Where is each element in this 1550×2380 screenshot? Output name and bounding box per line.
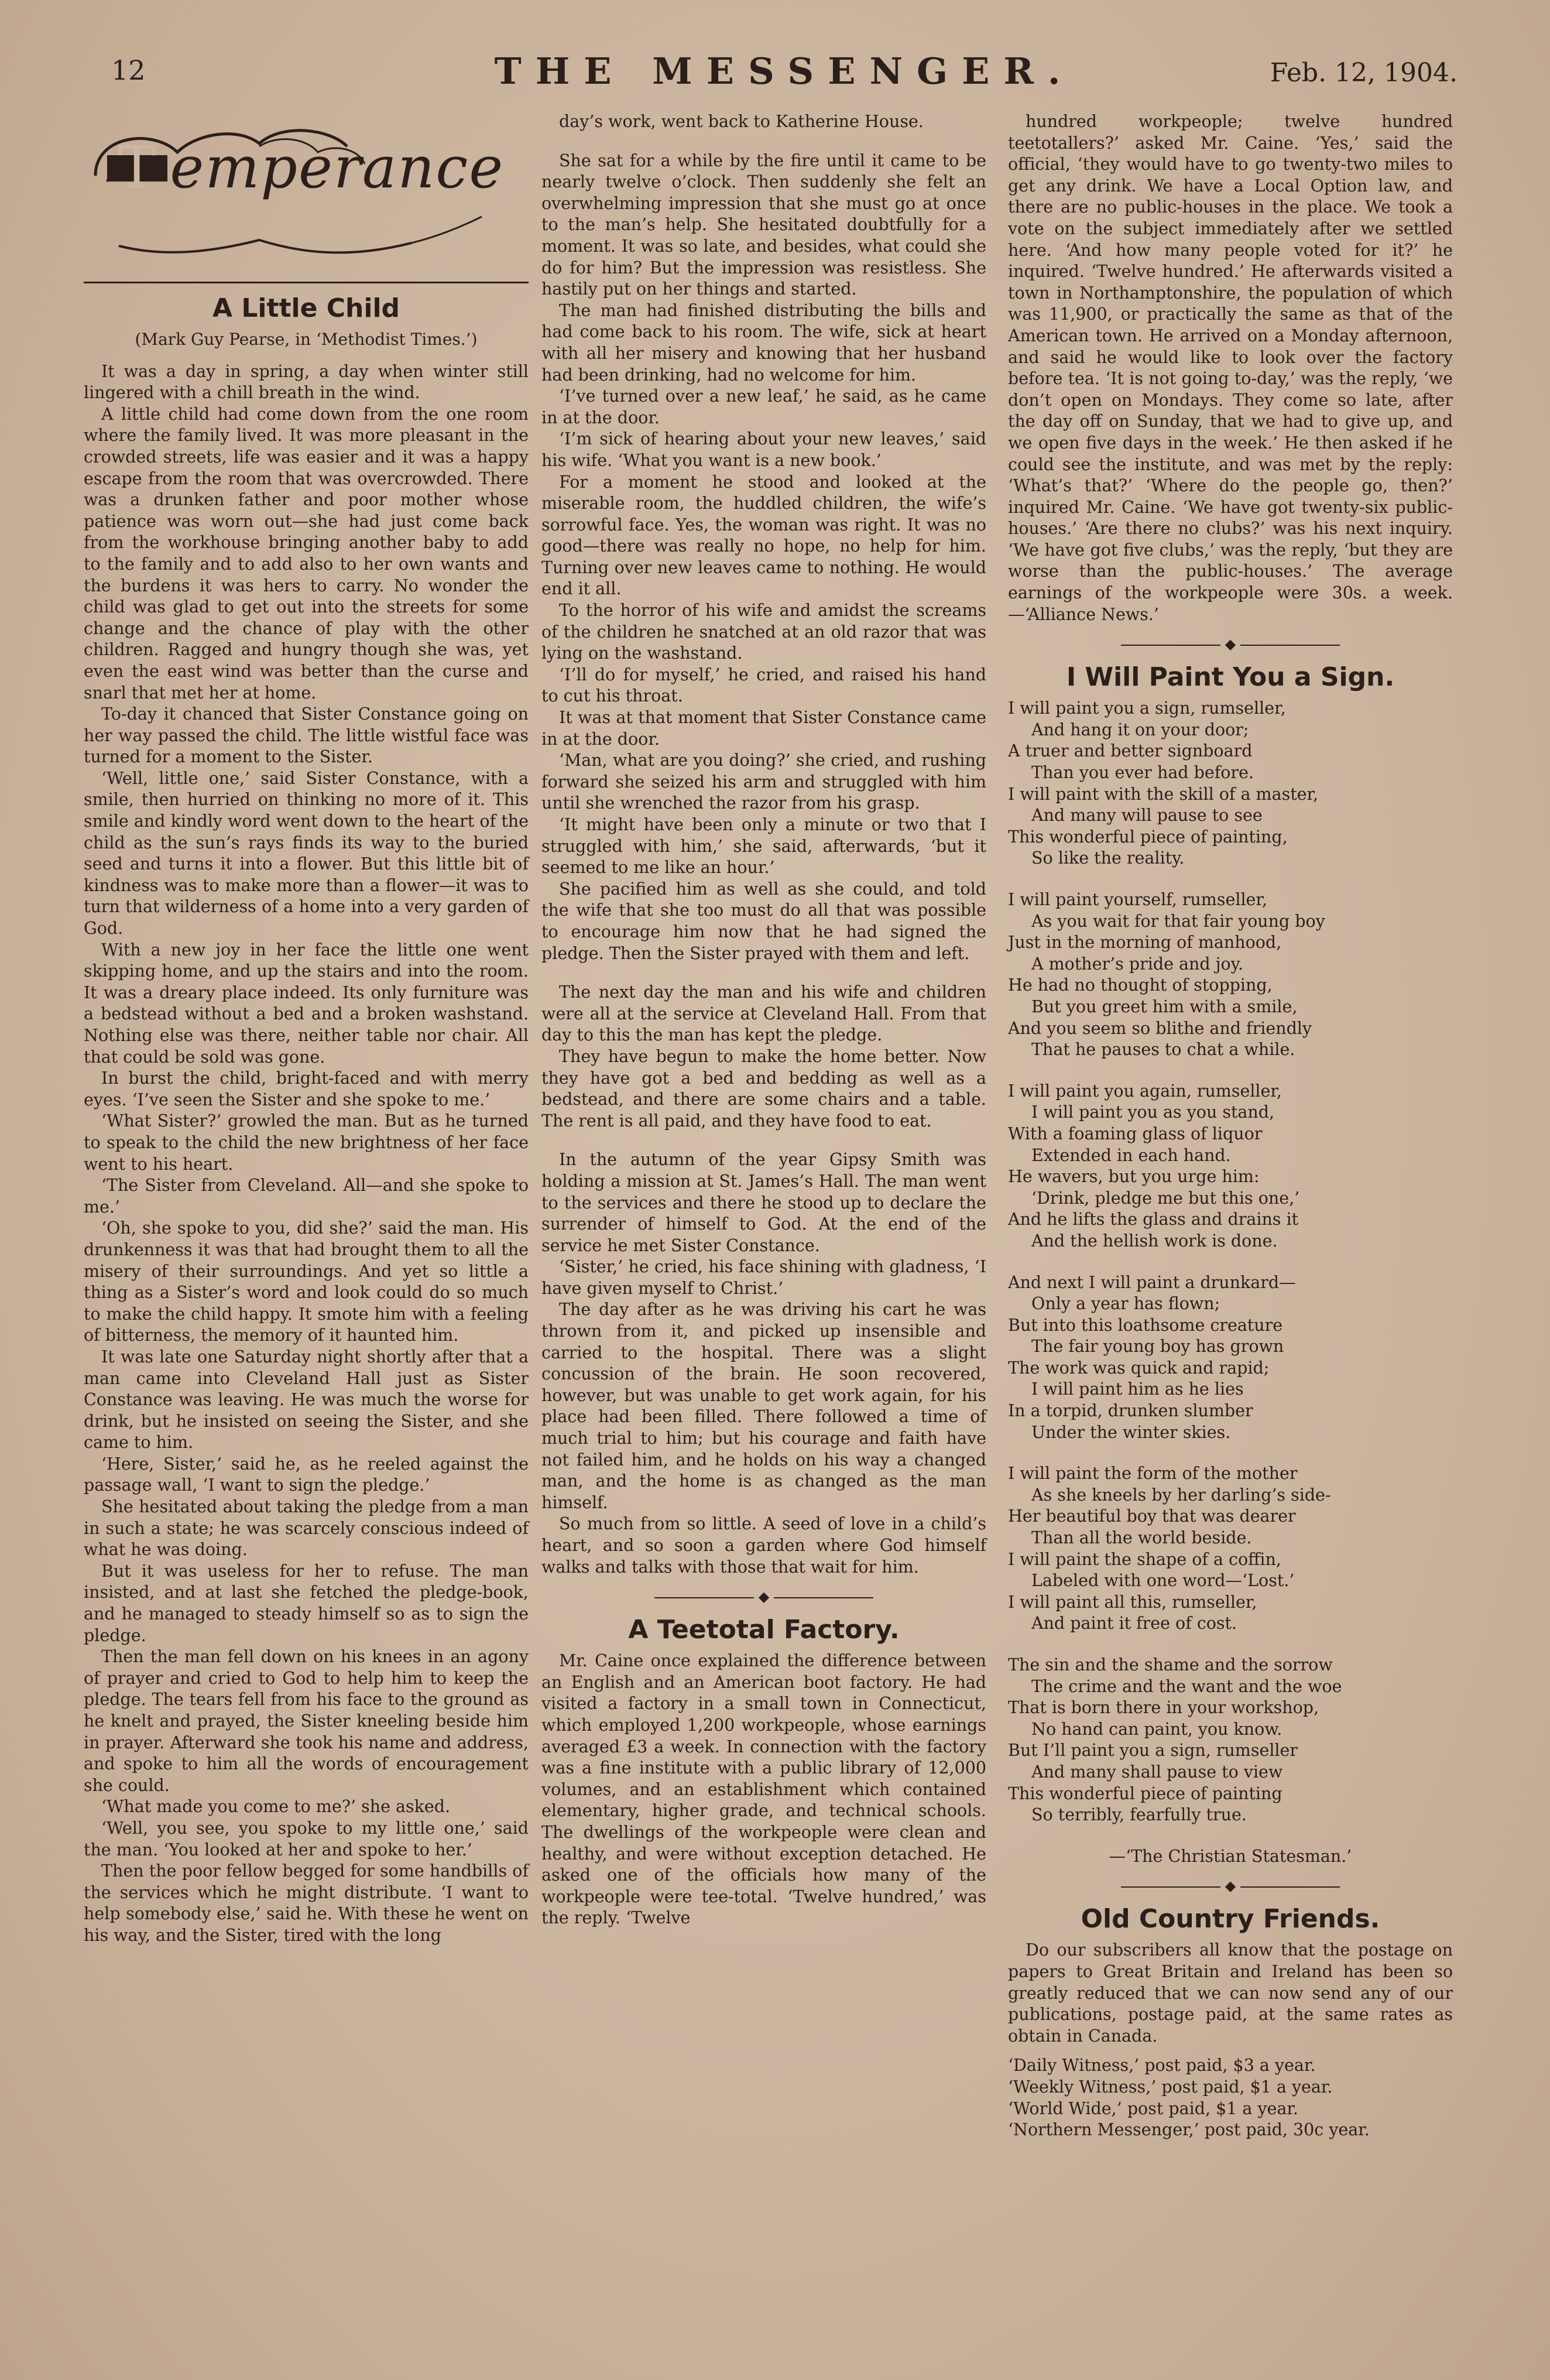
paragraph: The day after as he was driving his cart he was thrown from it, and picked up insensible and carried to the hospital. There was a slight concussion of the brain. He soon recovered, however, but was unable to get work again, for his place had been filled. There followed a time of much trial to him; but his courage and faith have not failed him, and he holds on his way a changed man, and the home is as changed as the man himself. xyxy=(541,1300,986,1512)
poem-line: The crime and the want and the woe xyxy=(1031,1676,1342,1696)
poem-line: I will paint you as you stand, xyxy=(1031,1102,1275,1122)
notice-title: Old Country Friends. xyxy=(1081,1904,1380,1934)
paragraph: ‘I’m sick of hearing about your new leaves,’ said his wife. ‘What you want is a new book.’ xyxy=(541,429,986,470)
poem-line: But into this loathsome creature xyxy=(1008,1315,1283,1335)
article-body-continued xyxy=(541,111,986,133)
poem-line: I will paint the form of the mother xyxy=(1008,1464,1298,1484)
article-body-teetotal-continued xyxy=(1008,111,1453,625)
article-body-continued-c xyxy=(541,982,986,1132)
temperance-logo xyxy=(84,111,529,287)
poem-stanza xyxy=(1008,1081,1453,1252)
poem-line: That is born there in your workshop, xyxy=(1008,1698,1319,1718)
paragraph: In the autumn of the year Gipsy Smith was holding a mission at St. James’s Hall. The man went to the services and there he stood up to declare the surrender of himself to God. At the end of the service he met Sister Constance. xyxy=(541,1150,986,1255)
paragraph: hundred workpeople; twelve hundred teetotallers?’ asked Mr. Caine. ‘Yes,’ said the official, ‘they would have to go twenty-two miles to get any drink. We have a Local Option law, and there are no public-houses in the place. We took a vote on the subject immediately after we settled here. ‘And how many people voted for it?’ he inquired. ‘Twelve hundred.’ He afterwards visited a town in Northamptonshire, the population of which was 11,900, or practically the same as that of the American town. He arrived on a Monday afternoon, and said he would like to look over the factory before tea. ‘It is not going to-day,’ was the reply, ‘we don’t open on Mondays. They come so late, after the day off on Sunday, that we had to give up, and we open five days in the week.’ He then asked if he could see the institute, and was met by the reply: ‘What’s that?’ ‘Where do the people go, then?’ inquired Mr. Caine. ‘We have got twenty-six public-houses.’ ‘Are there no clubs?’ was his next inquiry. ‘We have got five clubs,’ was the reply, ‘but they are worse than the public-houses.’ The average earnings of the workpeople were 30s. a week.—‘Alliance News.’ xyxy=(1008,112,1453,624)
poem-line: Her beautiful boy that was dearer xyxy=(1008,1506,1296,1526)
poem-line: And hang it on your door; xyxy=(1031,720,1249,739)
poem-line: So like the reality. xyxy=(1031,848,1185,868)
paragraph: ‘I’ll do for myself,’ he cried, and raised his hand to cut his throat. xyxy=(541,665,986,706)
poem-line: Labeled with one word—‘Lost.’ xyxy=(1031,1571,1295,1591)
paragraph: ‘I’ve turned over a new leaf,’ he said, as he came in at the door. xyxy=(541,386,986,427)
paragraph: The man had finished distributing the bills and had come back to his room. The wife, sick at heart with all her misery and knowing that her husband had been drinking, had no welcome for him. xyxy=(541,300,986,385)
paragraph: ‘What Sister?’ growled the man. But as he turned to speak to the child the new brightness of her face went to his heart. xyxy=(84,1111,529,1174)
masthead xyxy=(111,50,1458,97)
article-body-continued-b xyxy=(541,150,986,965)
paragraph: ‘Oh, she spoke to you, did she?’ said the man. His drunkenness it was that had brought them to all the misery of their surroundings. And yet so little a thing as a Sister’s word and look could do so much to make the child happy. It smote him with a feeling of bitterness, the memory of it haunted him. xyxy=(84,1218,529,1345)
poem-title: I Will Paint You a Sign. xyxy=(1066,662,1395,693)
poem-line: As you wait for that fair young boy xyxy=(1031,911,1325,931)
paragraph: Then the man fell down on his knees in an agony of prayer and cried to God to help him to keep the pledge. The tears fell from his face to the ground as he knelt and prayed, the Sister kneeling beside him in prayer. Afterward she took his name and address, and spoke to him all the words of encouragement she could. xyxy=(84,1647,529,1795)
paragraph: day’s work, went back to Katherine House. xyxy=(559,112,924,131)
paragraph: Mr. Caine once explained the difference between an English and an American boot factory. He had visited a factory in a small town in Connecticut, which employed 1,200 workpeople, whose earnings averaged £3 a week. In connection with the factory was a fine institute with a public library of 12,000 volumes, and an establishment which contained elementary, higher grade, and technical schools. The dwellings of the workpeople were clean and healthy, and were without exception detached. He asked one of the officials how many of the workpeople were tee-total. ‘Twelve hundred,’ was the reply. ‘Twelve xyxy=(541,1651,986,1928)
paragraph: ‘Sister,’ he cried, his face shining with gladness, ‘I have given myself to Christ.’ xyxy=(541,1257,986,1298)
issue-date: Feb. 12, 1904. xyxy=(1270,58,1458,88)
poem-line: No hand can paint, you know. xyxy=(1031,1719,1282,1739)
paper-title: THE MESSENGER. xyxy=(494,50,1075,93)
paragraph: With a new joy in her face the little one went skipping home, and up the stairs and into the room. It was a dreary place indeed. Its only furniture was a bedstead without a bed and a broken washstand. Nothing else was there, neither table nor chair. All that could be sold was gone. xyxy=(84,940,529,1067)
poem-line: This wonderful piece of painting, xyxy=(1008,827,1288,847)
subscription-item: ‘Weekly Witness,’ post paid, $1 a year. xyxy=(1008,2077,1333,2097)
article-title-little-child: A Little Child xyxy=(212,293,400,323)
poem-stanza xyxy=(1008,889,1453,1061)
subscription-list xyxy=(1008,2055,1453,2141)
section-rule xyxy=(84,282,529,283)
poem-line: And paint it free of cost. xyxy=(1031,1614,1237,1634)
poem-line: ‘Drink, pledge me but this one,’ xyxy=(1031,1188,1300,1208)
column-2 xyxy=(541,111,986,1929)
poem-line: And many shall pause to view xyxy=(1031,1762,1283,1782)
article-title-teetotal: A Teetotal Factory. xyxy=(628,1615,900,1645)
notice-body: Do our subscribers all know that the postage on papers to Great Britain and Ireland has been so greatly reduced that we can now send any of our publications, postage paid, at the same rates as obtain in Canada. xyxy=(1008,1940,1453,2046)
paragraph: They have begun to make the home better. Now they have got a bed and bedding as well as a bedstead, and there are some chairs and a table. The rent is all paid, and they have food to eat. xyxy=(541,1046,986,1131)
paragraph: ‘Here, Sister,’ said he, as he reeled against the passage wall, ‘I want to sign the pledge.’ xyxy=(84,1454,529,1495)
article-byline: (Mark Guy Pearse, in ‘Methodist Times.’) xyxy=(135,330,478,349)
paragraph: It was a day in spring, a day when winter still lingered with a chill breath in the wind. xyxy=(84,361,529,403)
section-divider: ◆ xyxy=(541,1590,986,1604)
poem-line: A mother’s pride and joy. xyxy=(1031,954,1244,974)
poem-line: Under the winter skies. xyxy=(1031,1422,1231,1442)
poem-line: He had no thought of stopping, xyxy=(1008,975,1273,995)
poem-line: And he lifts the glass and drains it xyxy=(1008,1210,1299,1230)
article-body-continued-d xyxy=(541,1149,986,1578)
subscription-item: ‘Northern Messenger,’ post paid, 30c year. xyxy=(1008,2120,1370,2140)
article-body-teetotal xyxy=(541,1650,986,1929)
paragraph: She sat for a while by the fire until it came to be nearly twelve o’clock. Then suddenly she felt an overwhelming impression that she must go at once to the man’s help. She hesitated doubtfully for a moment. It was so late, and besides, what could she do for him? But the impression was resistless. She hastily put on her things and started. xyxy=(541,150,986,299)
article-body-little-child xyxy=(84,361,529,1947)
poem-line: In a torpid, drunken slumber xyxy=(1008,1401,1253,1421)
poem-line: As she kneels by her darling’s side- xyxy=(1031,1485,1331,1505)
paragraph: In burst the child, bright-faced and with merry eyes. ‘I’ve seen the Sister and she spoke to me.’ xyxy=(84,1069,529,1109)
poem-line: But you greet him with a smile, xyxy=(1031,996,1298,1016)
poem-line: And the hellish work is done. xyxy=(1031,1231,1278,1251)
poem-line: I will paint all this, rumseller, xyxy=(1008,1592,1257,1612)
poem-line: I will paint him as he lies xyxy=(1031,1379,1244,1399)
poem-line: I will paint with the skill of a master, xyxy=(1008,784,1319,804)
poem-line: I will paint the shape of a coffin, xyxy=(1008,1549,1281,1569)
poem-stanza xyxy=(1008,698,1453,869)
paragraph: To-day it chanced that Sister Constance going on her way passed the child. The little wistful face was turned for a moment to the Sister. xyxy=(84,704,529,767)
poem-line: And next I will paint a drunkard— xyxy=(1008,1272,1296,1292)
paragraph: ‘It might have been only a minute or two that I struggled with him,’ she said, afterwards, ‘but it seemed to me like an hour.’ xyxy=(541,815,986,878)
poem-line: Than all the world beside. xyxy=(1031,1528,1252,1548)
paragraph: To the horror of his wife and amidst the screams of the children he snatched at an old razor that was lying on the washstand. xyxy=(541,601,986,663)
poem-line: I will paint yourself, rumseller, xyxy=(1008,890,1267,909)
poem-line: Extended in each hand. xyxy=(1031,1145,1231,1165)
paragraph: For a moment he stood and looked at the miserable room, the huddled children, the wife’s sorrowful face. Yes, the woman was right. It was no good—there was really no hope, no help for him. Turning over new leaves came to nothing. He would end it all. xyxy=(541,472,986,599)
poem-stanza xyxy=(1008,1272,1453,1444)
section-divider: ◆ xyxy=(1008,637,1453,651)
poem-line: I will paint you a sign, rumseller, xyxy=(1008,698,1286,718)
poem-stanza xyxy=(1008,1655,1453,1826)
poem-line: So terribly, fearfully true. xyxy=(1031,1805,1247,1825)
temperance-word: T emperance xyxy=(107,155,504,182)
paragraph: It was late one Saturday night shortly after that a man came into Cleveland Hall just as Sister Constance was leaving. He was much the worse for drink, but he insisted on seeing the Sister, and she came to him. xyxy=(84,1347,529,1453)
subscription-item: ‘World Wide,’ post paid, $1 a year. xyxy=(1008,2098,1298,2118)
poem-line: The fair young boy has grown xyxy=(1031,1337,1284,1357)
poem-line: The sin and the shame and the sorrow xyxy=(1008,1655,1333,1674)
page-number: 12 xyxy=(111,54,146,86)
poem-line: That he pauses to chat a while. xyxy=(1031,1040,1295,1060)
poem-line: He wavers, but you urge him: xyxy=(1008,1167,1260,1187)
poem-line: And you seem so blithe and friendly xyxy=(1008,1018,1312,1038)
poem-body xyxy=(1008,698,1453,1826)
poem-line: But I’ll paint you a sign, rumseller xyxy=(1008,1741,1298,1761)
paragraph: ‘The Sister from Cleveland. All—and she spoke to me.’ xyxy=(84,1176,529,1217)
paragraph: The next day the man and his wife and children were all at the service at Cleveland Hall. From that day to this the man has kept the pledge. xyxy=(541,982,986,1045)
poem-stanza xyxy=(1008,1463,1453,1635)
poem-line: And many will pause to see xyxy=(1031,806,1263,826)
column-1 xyxy=(84,111,529,1947)
paragraph: She hesitated about taking the pledge from a man in such a state; he was scarcely conscious indeed of what he was doing. xyxy=(84,1497,529,1560)
poem-attribution: —‘The Christian Statesman.’ xyxy=(1109,1846,1352,1866)
paragraph: ‘Well, little one,’ said Sister Constance, with a smile, then hurried on thinking no more of it. This smile and kindly word went down to the heart of the child as the sun’s rays finds its way to the buried seed and turns it into a flower. But this little bit of kindness was to make more than a flower—it was to turn that wilderness of a home into a very garden of God. xyxy=(84,768,529,939)
section-divider: ◆ xyxy=(1008,1879,1453,1893)
poem-line: Just in the morning of manhood, xyxy=(1008,933,1282,953)
paragraph: She pacified him as well as she could, and told the wife that she too must do all that was possible to encourage him now that he had signed the pledge. Then the Sister prayed with them and left. xyxy=(541,879,986,963)
poem-line: A truer and better signboard xyxy=(1008,741,1253,761)
poem-line: Only a year has flown; xyxy=(1031,1294,1220,1314)
poem-line: I will paint you again, rumseller, xyxy=(1008,1081,1282,1101)
poem-line: With a foaming glass of liquor xyxy=(1008,1124,1263,1143)
paragraph: It was at that moment that Sister Constance came in at the door. xyxy=(541,708,986,749)
poem-line: The work was quick and rapid; xyxy=(1008,1358,1270,1378)
poem-line: This wonderful piece of painting xyxy=(1008,1783,1282,1803)
subscription-item: ‘Daily Witness,’ post paid, $3 a year. xyxy=(1008,2056,1316,2076)
column-3 xyxy=(1008,111,1453,2141)
paragraph: But it was useless for her to refuse. The man insisted, and at last she fetched the pledge-book, and he managed to steady himself so as to sign the pledge. xyxy=(84,1561,529,1645)
poem-line: Than you ever had before. xyxy=(1031,763,1254,783)
paragraph: ‘What made you come to me?’ she asked. xyxy=(101,1797,451,1817)
paragraph: ‘Man, what are you doing?’ she cried, and rushing forward she seized his arm and struggled with him until she wrenched the razor from his grasp. xyxy=(541,751,986,813)
paragraph: Then the poor fellow begged for some handbills of the services which he might distribute. ‘I want to help somebody else,’ said he. With these he went on his way, and the Sister, tired with the long xyxy=(84,1861,529,1945)
paragraph: A little child had come down from the one room where the family lived. It was more pleasant in the crowded streets, life was easier and it was a happy escape from the room that was overcrowded. There was a drunken father and poor mother whose patience was worn out—she had just come back from the workhouse bringing another baby to add to the family and to add also to her own wants and the burdens it was hers to carry. No wonder the child was glad to get out into the streets for some change and the chance of play with the other children. Ragged and hungry though she was, yet even the east wind was better than the curse and snarl that met her at home. xyxy=(84,404,529,703)
paragraph: So much from so little. A seed of love in a child’s heart, and so soon a garden where God himself walks and talks with those that wait for him. xyxy=(541,1514,986,1577)
paragraph: ‘Well, you see, you spoke to my little one,’ said the man. ‘You looked at her and spoke to her.’ xyxy=(84,1818,529,1860)
